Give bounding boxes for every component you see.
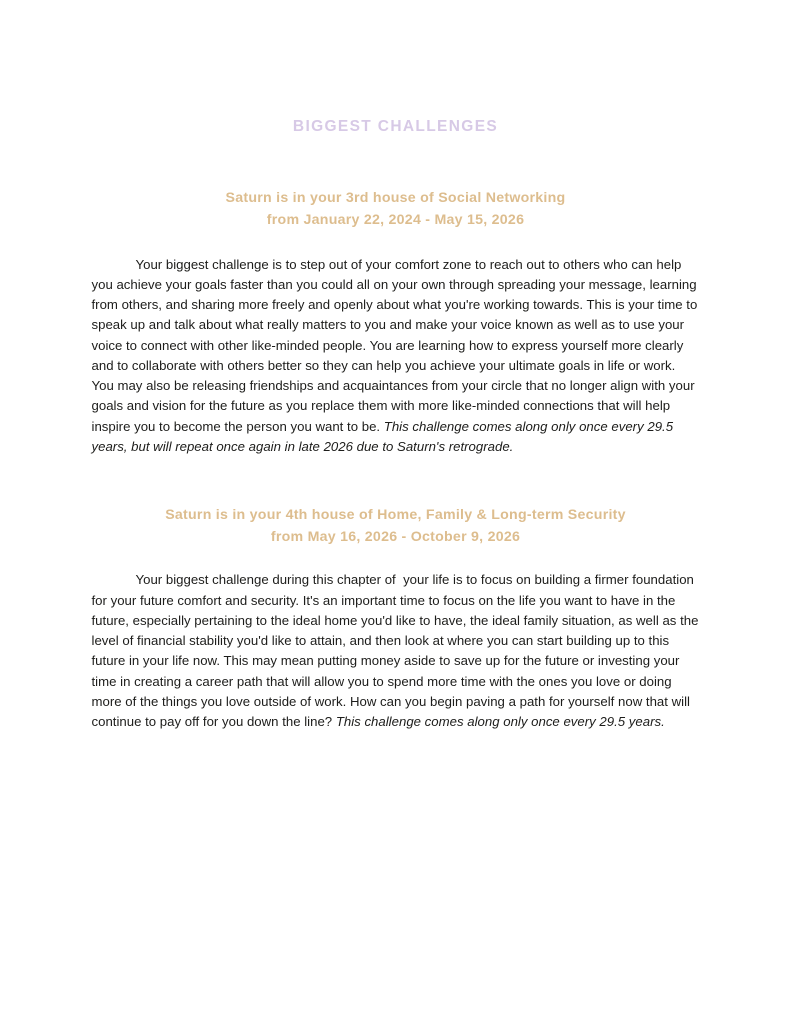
section-heading-line-2: from May 16, 2026 - October 9, 2026 <box>270 529 521 546</box>
section-saturn-3rd-house <box>0 137 791 458</box>
section-heading-line-1: Saturn is in your 3rd house of Social Networking <box>225 189 566 206</box>
body-text-roman: Your biggest challenge during this chapter of your life is to focus on building a firmer foundation for your future comfort and security. It's an important time to focus on the life you want to have in the future, especially pertaining to the ideal home you'd like to have, the ideal family situation, as well as the level of financial stability you'd like to attain, and then look at where you can start building up to this future in your life now. This may mean putting money aside to save up for the future or investing your time in creating a career path that will allow you to spend more time with the ones you love or doing more of the things you love outside of work. How can you begin paving a path for yourself now that will continue to pay off for you down the line? <box>91 572 703 730</box>
section-saturn-4th-house <box>0 457 791 732</box>
section-heading <box>66 187 726 231</box>
section-heading-line-1: Saturn is in your 4th house of Home, Family & Long-term Security <box>165 507 626 524</box>
body-text-italic: This challenge comes along only once every 29.5 years, but will repeat once again in late 2026 due to Saturn's retrograde. <box>91 418 677 454</box>
page-title: BIGGEST CHALLENGES <box>292 118 499 135</box>
section-body <box>91 548 703 732</box>
body-paragraph <box>91 570 703 732</box>
body-text-roman: Your biggest challenge is to step out of your comfort zone to reach out to others who can help you achieve your goals faster than you could all on your own through spreading your message, learning from others, and sharing more freely and openly about what you're working towards. This is your time to speak up and talk about what really matters to you and make your voice known as well as to use your voice to connect with other like-minded people. You are learning how to express yourself more clearly and to collaborate with others better so they can help you achieve your ultimate goals in life or work. You may also be releasing friendships and acquaintances from your circle that no longer align with your goals and vision for the future as you replace them with more like-minded connections that will help inspire you to become the person you want to be. <box>91 256 702 434</box>
body-paragraph <box>92 255 700 458</box>
section-heading <box>66 504 726 548</box>
section-body <box>92 231 700 458</box>
body-text-italic: This challenge comes along only once every 29.5 years. <box>335 714 665 730</box>
section-heading-line-2: from January 22, 2024 - May 15, 2026 <box>266 211 525 228</box>
